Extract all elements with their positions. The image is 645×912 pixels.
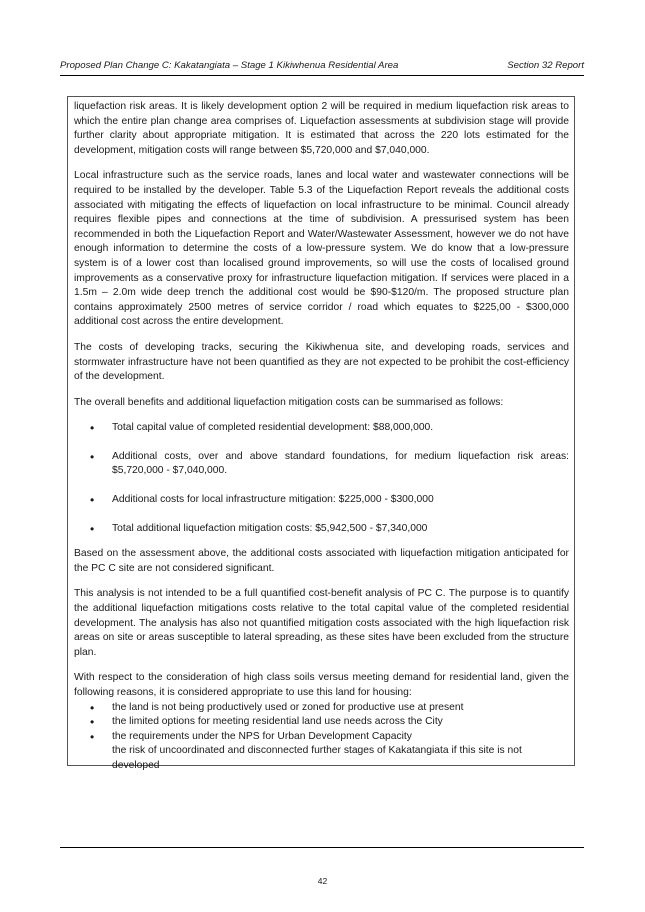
header-divider <box>60 75 584 76</box>
paragraph-summary-intro: The overall benefits and additional liquefaction mitigation costs can be summarised as follows: <box>74 396 504 408</box>
summary-bullet-list <box>74 421 569 536</box>
footer-divider <box>60 847 584 848</box>
paragraph-assessment-conclusion: Based on the assessment above, the additional costs associated with liquefaction mitigation anticipated for the PC C site are not considered significant. <box>74 548 569 574</box>
list-item: • Additional costs, over and above standard foundations, for medium liquefaction risk areas: $5,720,000 - $7,040,000. <box>74 450 569 479</box>
list-item: • Total capital value of completed residential development: $88,000,000. <box>74 421 569 436</box>
page-header <box>60 60 584 71</box>
paragraph-analysis-scope: This analysis is not intended to be a full quantified cost-benefit analysis of PC C. The purpose is to quantify the additional liquefaction mitigations costs relative to the total capital value of the completed residential development. The analysis has also not quantified mitigation costs associated with the high liquefaction risk areas on site or areas susceptible to lateral spreading, as these sites have been excluded from the structure plan. <box>74 588 569 658</box>
list-item: • the land is not being productively used or zoned for productive use at present <box>74 701 569 716</box>
list-item: the risk of uncoordinated and disconnected further stages of Kakatangiata if this site is not developed <box>112 745 522 771</box>
page-number: 42 <box>317 876 328 886</box>
paragraph-mitigation-costs: liquefaction risk areas. It is likely development option 2 will be required in medium liquefaction risk areas to which the entire plan change area comprises of. Liquefaction assessments at subdivision stage will provide further clarity about appropriate mitigation. It is estimated that across the 220 lots estimated for the development, mitigation costs will range between $5,720,000 and $7,040,000. <box>74 101 569 156</box>
reasons-bullet-list <box>74 701 569 774</box>
list-item: • the limited options for meeting residential land use needs across the City <box>74 715 569 730</box>
paragraph-high-class-soils: With respect to the consideration of high class soils versus meeting demand for residential land, given the following reasons, it is considered appropriate to use this land for housing: <box>74 672 569 698</box>
paragraph-local-infrastructure: Local infrastructure such as the service roads, lanes and local water and wastewater connections will be required to be installed by the developer. Table 5.3 of the Liquefaction Report reveals the additional costs associated with mitigating the effects of liquefaction on local infrastructure to be minimal. Council already requires flexible pipes and connections at the time of subdivision. A pressurised system has been recommended in both the Liquefaction Report and Water/Wastewater Assessment, however we do not have enough information to determine the costs of a low-pressure system. We do know that a low-pressure system is of a lower cost than localised ground improvements, so will use the costs of localised ground improvements as a conservative proxy for infrastructure liquefaction mitigation. If services were placed in a 1.5m – 2.0m wide deep trench the additional cost would be $90-$120/m. The proposed structure plan contains approximately 2500 metres of service corridor / road which equates to $225,00 - $300,000 additional cost across the entire development. <box>74 170 569 328</box>
header-section-title: Section 32 Report <box>507 60 584 71</box>
list-item: • Total additional liquefaction mitigation costs: $5,942,500 - $7,340,000 <box>74 522 569 537</box>
paragraph-unquantified-costs: The costs of developing tracks, securing the Kikiwhenua site, and developing roads, services and stormwater infrastructure have not been quantified as they are not expected to be prohibit the cost-efficiency of the development. <box>74 341 569 383</box>
list-item: • the requirements under the NPS for Urban Development Capacity <box>74 730 569 745</box>
header-document-title: Proposed Plan Change C: Kakatangiata – Stage 1 Kikiwhenua Residential Area <box>60 60 399 71</box>
list-item: • Additional costs for local infrastructure mitigation: $225,000 - $300,000 <box>74 493 569 508</box>
content-body <box>74 100 569 774</box>
